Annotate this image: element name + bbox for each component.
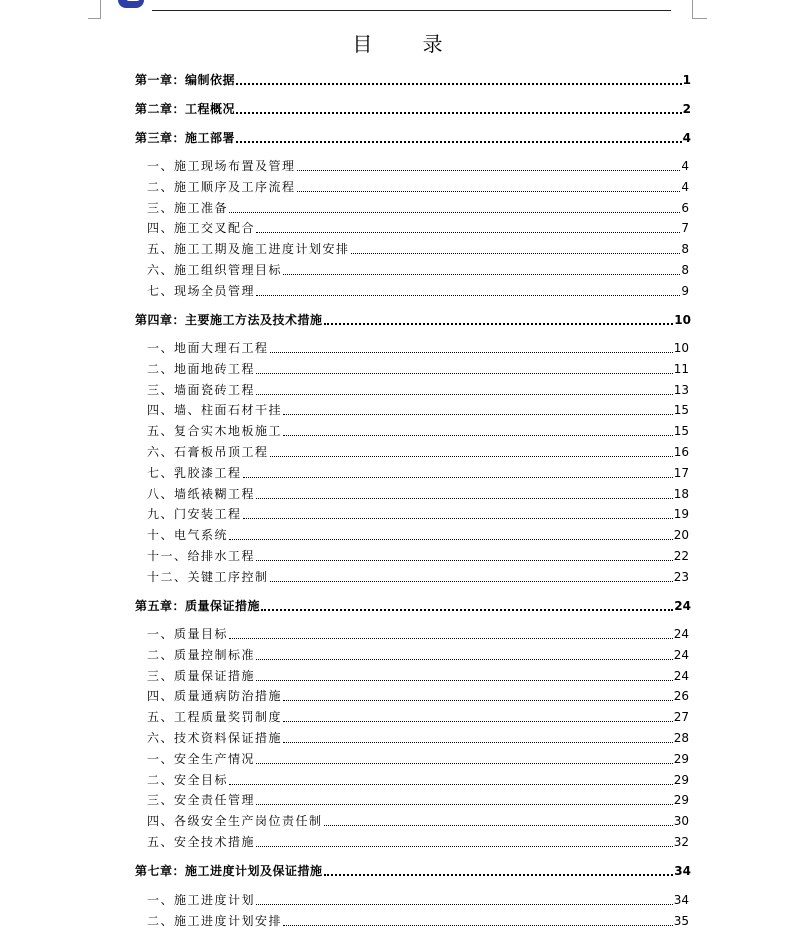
dot-leader [256, 762, 673, 764]
dot-leader [283, 273, 680, 275]
dot-leader [256, 903, 673, 905]
toc-section-entry-label: 一、施工进度计划 [147, 893, 256, 907]
page-number: 32 [673, 835, 689, 849]
page-number: 10 [674, 313, 691, 327]
toc-section-entry[interactable] [147, 835, 689, 849]
page-number: 19 [673, 507, 689, 521]
dot-leader [229, 783, 673, 785]
page-number: 17 [673, 466, 689, 480]
toc-section-entry-label: 二、地面地砖工程 [147, 362, 256, 376]
page-number: 20 [673, 528, 689, 542]
page-number: 13 [673, 383, 689, 397]
toc-chapter-entry-label: 第一章：编制依据 [135, 73, 236, 87]
toc-section-entry-label: 四、各级安全生产岗位责任制 [147, 814, 323, 828]
page-number: 7 [681, 221, 689, 235]
dot-leader [256, 845, 673, 847]
toc-chapter-entry[interactable] [135, 313, 691, 327]
toc-section-entry[interactable] [147, 284, 689, 298]
toc-chapter-entry[interactable] [135, 864, 691, 878]
page-number: 16 [673, 445, 689, 459]
page-number: 35 [673, 914, 689, 928]
toc-section-entry-label: 五、工程质量奖罚制度 [147, 710, 283, 724]
dot-leader [270, 455, 673, 457]
toc-section-entry-label: 十二、关键工序控制 [147, 570, 269, 584]
page-number: 24 [674, 599, 691, 613]
dot-leader [283, 434, 673, 436]
toc-section-entry[interactable] [147, 710, 689, 724]
toc-section-entry[interactable] [147, 424, 689, 438]
toc-section-entry-label: 六、施工组织管理目标 [147, 263, 283, 277]
toc-section-entry[interactable] [147, 383, 689, 397]
dot-leader [351, 252, 681, 254]
toc-section-entry[interactable] [147, 201, 689, 215]
toc-chapter-entry-label: 第七章：施工进度计划及保证措施 [135, 864, 323, 878]
toc-section-entry[interactable] [147, 627, 689, 641]
dot-leader [297, 190, 681, 192]
dot-leader [256, 658, 673, 660]
toc-section-entry[interactable] [147, 159, 689, 173]
dot-leader [270, 351, 673, 353]
dot-leader [236, 140, 682, 143]
toc-chapter-entry[interactable] [135, 131, 691, 145]
toc-section-entry-label: 四、施工交叉配合 [147, 221, 256, 235]
page-number: 34 [674, 864, 691, 878]
toc-section-entry-label: 三、安全责任管理 [147, 793, 256, 807]
page-number: 27 [673, 710, 689, 724]
toc-section-entry[interactable] [147, 914, 689, 928]
page-number: 30 [673, 814, 689, 828]
toc-section-entry[interactable] [147, 793, 689, 807]
dot-leader [229, 637, 673, 639]
toc-section-entry-label: 十一、给排水工程 [147, 549, 256, 563]
page-number: 29 [673, 773, 689, 787]
dot-leader [243, 517, 673, 519]
page-number: 34 [673, 893, 689, 907]
page-number: 6 [681, 201, 689, 215]
dot-leader [324, 873, 674, 876]
dot-leader [236, 111, 682, 114]
toc-section-entry-label: 一、施工现场布置及管理 [147, 159, 296, 173]
toc-section-entry-label: 六、技术资料保证措施 [147, 731, 283, 745]
page-number: 4 [682, 131, 691, 145]
toc-section-entry-label: 二、施工顺序及工序流程 [147, 180, 296, 194]
dot-leader [256, 393, 673, 395]
toc-section-entry-label: 二、质量控制标准 [147, 648, 256, 662]
dot-leader [261, 608, 673, 611]
toc-section-entry-label: 五、复合实木地板施工 [147, 424, 283, 438]
toc-section-entry[interactable] [147, 814, 689, 828]
page-number: 8 [681, 242, 689, 256]
dot-leader [283, 924, 673, 926]
page-number: 15 [673, 403, 689, 417]
toc-section-entry-label: 十、电气系统 [147, 528, 229, 542]
toc-section-entry[interactable] [147, 648, 689, 662]
dot-leader [256, 803, 673, 805]
dot-leader [270, 580, 673, 582]
toc-section-entry[interactable] [147, 773, 689, 787]
page-number: 29 [673, 752, 689, 766]
toc-section-entry[interactable] [147, 669, 689, 683]
toc-section-entry-label: 五、安全技术措施 [147, 835, 256, 849]
page-number: 29 [673, 793, 689, 807]
dot-leader [283, 720, 673, 722]
toc-chapter-entry[interactable] [135, 73, 691, 87]
toc-section-entry[interactable] [147, 362, 689, 376]
page-number: 24 [673, 648, 689, 662]
dot-leader [283, 699, 673, 701]
toc-section-entry-label: 一、地面大理石工程 [147, 341, 269, 355]
toc-section-entry-label: 二、施工进度计划安排 [147, 914, 283, 928]
toc-section-entry[interactable] [147, 689, 689, 703]
toc-section-entry[interactable] [147, 263, 689, 277]
dot-leader [243, 476, 673, 478]
toc-section-entry[interactable] [147, 242, 689, 256]
toc-section-entry[interactable] [147, 487, 689, 501]
page-number: 10 [673, 341, 689, 355]
toc-chapter-entry-label: 第二章：工程概况 [135, 102, 236, 116]
dot-leader [256, 372, 673, 374]
toc-section-entry[interactable] [147, 893, 689, 907]
toc-chapter-entry[interactable] [135, 102, 691, 116]
toc-section-entry[interactable] [147, 341, 689, 355]
page-number: 15 [673, 424, 689, 438]
toc-section-entry-label: 二、安全目标 [147, 773, 229, 787]
page-number: 18 [673, 487, 689, 501]
page-number: 23 [673, 570, 689, 584]
dot-leader [256, 294, 680, 296]
dot-leader [256, 231, 680, 233]
dot-leader [324, 824, 673, 826]
dot-leader [283, 413, 673, 415]
toc-section-entry-label: 七、乳胶漆工程 [147, 466, 242, 480]
toc-section-entry-label: 九、门安装工程 [147, 507, 242, 521]
toc-section-entry[interactable] [147, 549, 689, 563]
toc-section-entry-label: 四、质量通病防治措施 [147, 689, 283, 703]
toc-section-entry-label: 八、墙纸裱糊工程 [147, 487, 256, 501]
toc-section-entry[interactable] [147, 570, 689, 584]
dot-leader [256, 497, 673, 499]
toc-section-entry-label: 一、安全生产情况 [147, 752, 256, 766]
page-number: 4 [681, 159, 689, 173]
dot-leader [236, 82, 682, 85]
page-number: 26 [673, 689, 689, 703]
toc-section-entry-label: 七、现场全员管理 [147, 284, 256, 298]
page-number: 9 [681, 284, 689, 298]
dot-leader [256, 679, 673, 681]
toc-chapter-entry-label: 第五章：质量保证措施 [135, 599, 261, 613]
page-number: 24 [673, 669, 689, 683]
toc-chapter-entry-label: 第三章：施工部署 [135, 131, 236, 145]
page-number: 28 [673, 731, 689, 745]
dot-leader [324, 322, 674, 325]
dot-leader [256, 559, 673, 561]
page-number: 8 [681, 263, 689, 277]
toc-chapter-entry[interactable] [135, 599, 691, 613]
toc-section-entry[interactable] [147, 507, 689, 521]
dot-leader [229, 211, 680, 213]
toc-section-entry[interactable] [147, 445, 689, 459]
dot-leader [283, 741, 673, 743]
toc-section-entry-label: 一、质量目标 [147, 627, 229, 641]
page-number: 1 [682, 73, 691, 87]
dot-leader [297, 169, 681, 171]
dot-leader [229, 538, 673, 540]
toc-section-entry[interactable] [147, 180, 689, 194]
toc-section-entry-label: 三、施工准备 [147, 201, 229, 215]
page-number: 11 [673, 362, 689, 376]
toc-section-entry[interactable] [147, 752, 689, 766]
page-number: 24 [673, 627, 689, 641]
toc-chapter-entry-label: 第四章：主要施工方法及技术措施 [135, 313, 323, 327]
page-number: 22 [673, 549, 689, 563]
toc-section-entry[interactable] [147, 528, 689, 542]
page-number: 2 [682, 102, 691, 116]
toc-section-entry[interactable] [147, 221, 689, 235]
toc-section-entry-label: 五、施工工期及施工进度计划安排 [147, 242, 350, 256]
toc-section-entry-label: 三、质量保证措施 [147, 669, 256, 683]
toc-section-entry[interactable] [147, 466, 689, 480]
toc-section-entry[interactable] [147, 403, 689, 417]
toc-section-entry-label: 三、墙面瓷砖工程 [147, 383, 256, 397]
page-title: 目 录 [352, 32, 465, 56]
toc-section-entry-label: 六、石膏板吊顶工程 [147, 445, 269, 459]
toc-section-entry-label: 四、墙、柱面石材干挂 [147, 403, 283, 417]
toc-section-entry[interactable] [147, 731, 689, 745]
page-number: 4 [681, 180, 689, 194]
